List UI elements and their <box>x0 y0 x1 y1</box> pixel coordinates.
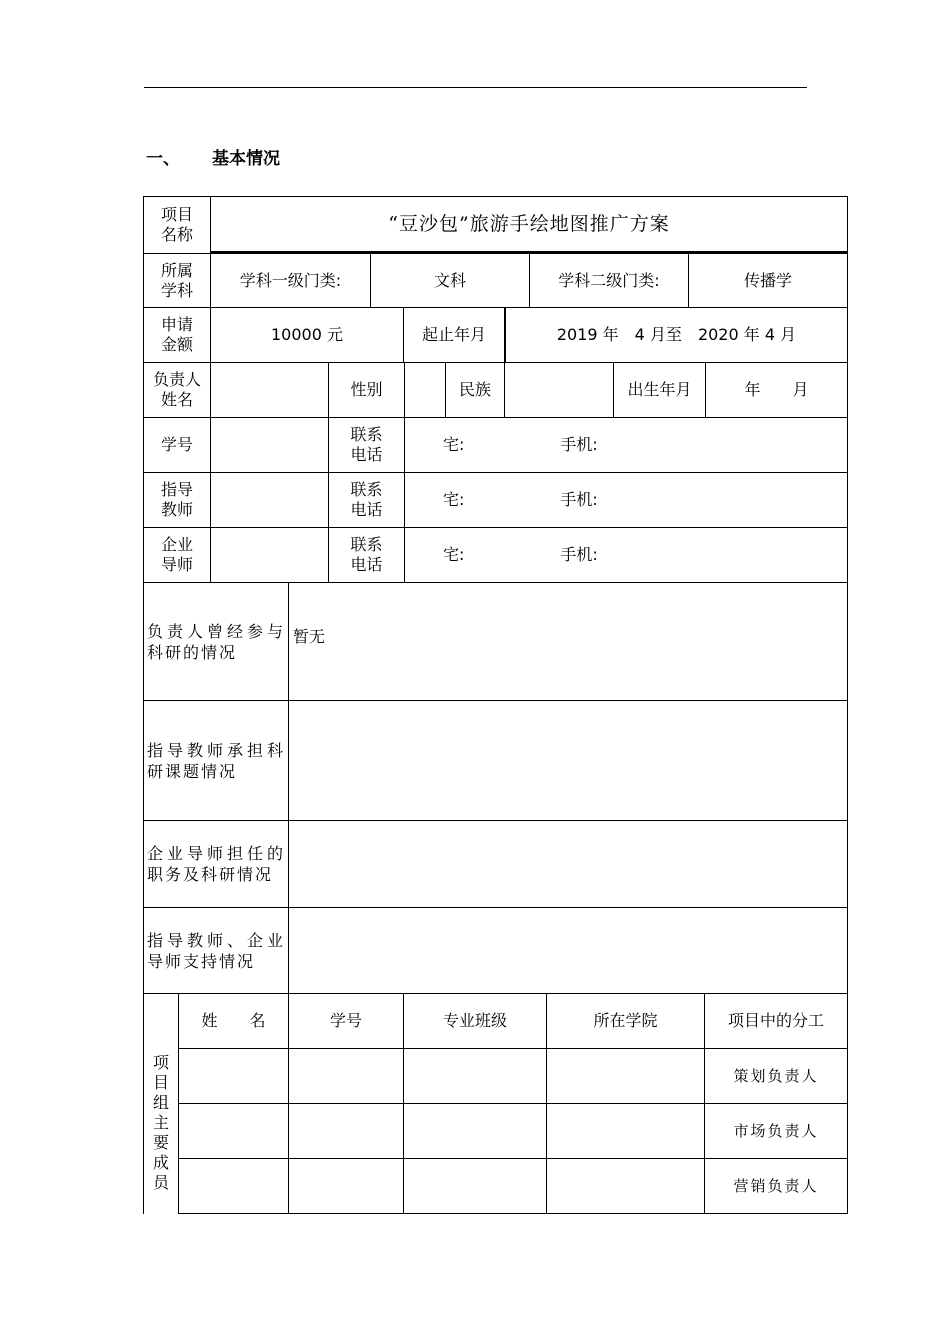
advisor-phone-field[interactable] <box>404 472 848 527</box>
subject-label <box>143 253 210 307</box>
mentor-contact-label <box>328 527 404 582</box>
project-name-label-line2: 名称 <box>160 225 193 244</box>
section-title: 基本情况 <box>212 149 280 169</box>
amount-label-line1: 申请 <box>160 315 193 334</box>
member-role-cell[interactable]: 营销负责人 <box>704 1158 848 1214</box>
amount-label <box>143 307 210 362</box>
leader-name-label-line1: 负责人 <box>152 370 201 389</box>
members-label-char: 主 <box>152 1113 169 1132</box>
leader-name-label-line2: 姓名 <box>160 390 193 409</box>
student-id-label: 学号 <box>143 417 210 472</box>
mentor-label <box>143 527 210 582</box>
application-form <box>143 196 848 1214</box>
student-id-field[interactable] <box>210 417 328 472</box>
member-role-cell[interactable]: 策划负责人 <box>704 1048 848 1103</box>
leader-contact-label-line1: 联系 <box>350 425 383 444</box>
advisor-field[interactable] <box>210 472 328 527</box>
member-student-id-cell[interactable] <box>288 1103 403 1158</box>
project-name-label <box>143 196 210 253</box>
member-class-cell[interactable] <box>403 1103 546 1158</box>
home-phone-label: 宅: <box>443 435 465 454</box>
mentor-label-line1: 企业 <box>160 535 193 554</box>
subject-level2-field[interactable]: 传播学 <box>688 253 848 307</box>
leader-name-label <box>143 362 210 417</box>
advisor-contact-label-line1: 联系 <box>350 480 383 499</box>
member-student-id-cell[interactable] <box>288 1048 403 1103</box>
advisor-label-line1: 指导 <box>160 480 193 499</box>
subject-label-line1: 所属 <box>160 260 193 280</box>
mentor-contact-label-line2: 电话 <box>350 555 383 574</box>
leader-contact-label-line2: 电话 <box>350 445 383 464</box>
research-history-value: 暂无 <box>293 627 326 646</box>
gender-field[interactable] <box>404 362 445 417</box>
member-class-cell[interactable] <box>403 1048 546 1103</box>
subject-level1-field[interactable]: 文科 <box>370 253 529 307</box>
project-name-value: “豆沙包”旅游手绘地图推广方案 <box>388 213 670 235</box>
amount-label-line2: 金额 <box>160 335 193 354</box>
members-label-char: 员 <box>152 1173 169 1192</box>
members-section-label <box>143 993 178 1214</box>
advisor-contact-label <box>328 472 404 527</box>
advisor-research-field[interactable] <box>288 700 848 820</box>
members-header-college: 所在学院 <box>546 993 704 1048</box>
leader-contact-label <box>328 417 404 472</box>
mentor-field[interactable] <box>210 527 328 582</box>
project-name-field[interactable] <box>210 196 848 253</box>
mentor-mobile-phone-label: 手机: <box>560 545 598 564</box>
members-header-role: 项目中的分工 <box>704 993 848 1048</box>
ethnicity-label: 民族 <box>445 362 504 417</box>
members-label-char: 成 <box>152 1153 169 1172</box>
birth-label: 出生年月 <box>613 362 705 417</box>
member-class-cell[interactable] <box>403 1158 546 1214</box>
support-field[interactable] <box>288 907 848 993</box>
members-label-char: 要 <box>152 1133 169 1152</box>
members-label-char: 项 <box>152 1053 169 1072</box>
section-number: 一、 <box>146 149 180 169</box>
member-college-cell[interactable] <box>546 1048 704 1103</box>
ethnicity-field[interactable] <box>504 362 613 417</box>
member-college-cell[interactable] <box>546 1103 704 1158</box>
research-history-field[interactable] <box>288 582 848 700</box>
project-name-label-line1: 项目 <box>160 205 193 224</box>
members-header-name: 姓 名 <box>178 993 288 1048</box>
member-role-cell[interactable]: 市场负责人 <box>704 1103 848 1158</box>
period-field[interactable]: 2019 年 4 月至 2020 年 4 月 <box>504 307 848 362</box>
header-rule <box>144 87 807 88</box>
advisor-home-phone-label: 宅: <box>443 490 465 509</box>
period-label: 起止年月 <box>403 307 504 362</box>
member-student-id-cell[interactable] <box>288 1158 403 1214</box>
members-label-char: 组 <box>152 1093 169 1112</box>
mentor-home-phone-label: 宅: <box>443 545 465 564</box>
section-heading <box>146 144 280 169</box>
leader-phone-field[interactable] <box>404 417 848 472</box>
subject-level2-label: 学科二级门类: <box>529 253 688 307</box>
members-header-class: 专业班级 <box>403 993 546 1048</box>
member-name-cell[interactable] <box>178 1048 288 1103</box>
advisor-label <box>143 472 210 527</box>
birth-field[interactable]: 年 月 <box>705 362 848 417</box>
subject-label-line2: 学科 <box>160 280 193 300</box>
mentor-phone-field[interactable] <box>404 527 848 582</box>
member-name-cell[interactable] <box>178 1158 288 1214</box>
amount-field[interactable]: 10000 元 <box>210 307 403 362</box>
mentor-position-field[interactable] <box>288 820 848 907</box>
members-header-student-id: 学号 <box>288 993 403 1048</box>
mentor-contact-label-line1: 联系 <box>350 535 383 554</box>
leader-name-field[interactable] <box>210 362 328 417</box>
member-name-cell[interactable] <box>178 1103 288 1158</box>
advisor-research-label: 指导教师承担科研课题情况 <box>143 700 288 820</box>
mentor-position-label: 企业导师担任的职务及科研情况 <box>143 820 288 907</box>
advisor-mobile-phone-label: 手机: <box>560 490 598 509</box>
research-history-label: 负责人曾经参与科研的情况 <box>143 582 288 700</box>
mobile-phone-label: 手机: <box>560 435 598 454</box>
support-label: 指导教师、企业导师支持情况 <box>143 907 288 993</box>
advisor-contact-label-line2: 电话 <box>350 500 383 519</box>
members-label-char: 目 <box>152 1073 169 1092</box>
advisor-label-line2: 教师 <box>160 500 193 519</box>
subject-level1-label: 学科一级门类: <box>210 253 370 307</box>
gender-label: 性别 <box>328 362 404 417</box>
mentor-label-line2: 导师 <box>160 555 193 574</box>
member-college-cell[interactable] <box>546 1158 704 1214</box>
